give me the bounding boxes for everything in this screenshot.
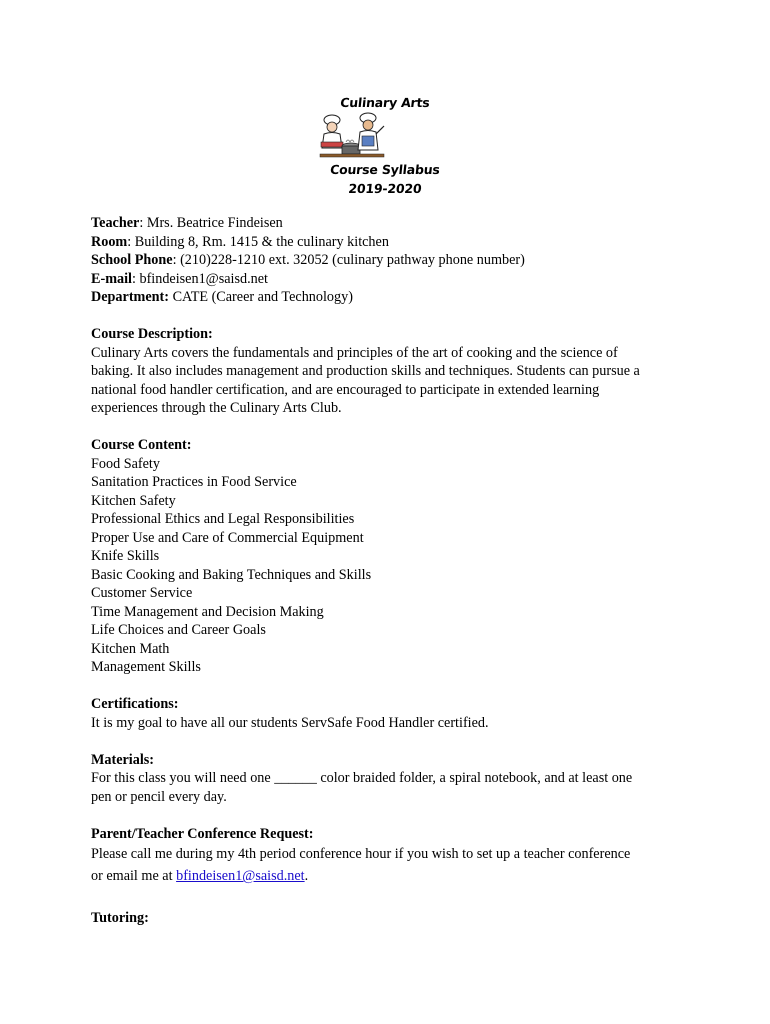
content-heading: Course Content: (91, 437, 192, 453)
room-line (91, 233, 691, 252)
phone-value: : (210)228-1210 ext. 32052 (culinary pathway phone number) (172, 252, 525, 268)
teacher-email-link[interactable]: bfindeisen1@saisd.net (176, 868, 305, 884)
teacher-label: Teacher (91, 215, 140, 231)
department-line (91, 288, 691, 307)
phone-line (91, 251, 691, 270)
content-item: Life Choices and Career Goals (91, 622, 266, 638)
room-label: Room (91, 233, 128, 250)
content-item: Sanitation Practices in Food Service (91, 474, 297, 490)
syllabus-subtitle: Course Syllabus (329, 162, 441, 177)
conference-heading: Parent/Teacher Conference Request: (91, 825, 314, 842)
content-item: Management Skills (91, 659, 201, 675)
syllabus-body (91, 214, 691, 928)
content-item: Kitchen Math (91, 640, 170, 657)
content-item: Knife Skills (91, 548, 160, 564)
school-year: 2019-2020 (347, 181, 423, 196)
content-item: Professional Ethics and Legal Responsibilities (91, 511, 355, 527)
teacher-value: : Mrs. Beatrice Findeisen (139, 215, 283, 231)
email-line (91, 270, 691, 289)
content-item: Proper Use and Care of Commercial Equipment (91, 529, 364, 546)
chefs-cooking-icon (318, 112, 386, 158)
content-item: Basic Cooking and Baking Techniques and Skills (91, 566, 372, 583)
department-label: Department: (91, 289, 170, 305)
page-title: Culinary Arts (339, 95, 431, 110)
description-heading: Course Description: (91, 326, 213, 342)
tutoring-heading: Tutoring: (91, 910, 149, 926)
teacher-line (91, 214, 691, 233)
materials-heading: Materials: (91, 751, 155, 768)
description-line: Culinary Arts covers the fundamentals and principles of the art of cooking and the science of (91, 344, 618, 361)
materials-line: For this class you will need one ______ color braided folder, a spiral notebook, and at least one (91, 770, 633, 786)
materials-line: pen or pencil every day. (91, 788, 227, 805)
email-value: : bfindeisen1@saisd.net (131, 270, 268, 287)
phone-label: School Phone (91, 252, 173, 268)
certifications-text: It is my goal to have all our students ServSafe Food Handler certified. (91, 714, 489, 731)
certifications-heading: Certifications: (91, 696, 179, 712)
room-value: : Building 8, Rm. 1415 & the culinary kitchen (127, 233, 389, 250)
department-value: CATE (Career and Technology) (169, 289, 353, 305)
conference-email-line (91, 865, 691, 887)
content-item: Food Safety (91, 455, 160, 472)
email-label: E-mail (91, 270, 132, 287)
description-line: baking. It also includes management and production skills and techniques. Students can pursue a (91, 363, 640, 379)
conference-suffix: . (304, 868, 309, 884)
conference-line: Please call me during my 4th period conference hour if you wish to set up a teacher conference (91, 846, 631, 862)
description-line: experiences through the Culinary Arts Club. (91, 400, 342, 416)
content-item: Time Management and Decision Making (91, 603, 324, 620)
conference-prefix: or email me at (91, 868, 177, 884)
content-item: Kitchen Safety (91, 492, 176, 509)
content-item: Customer Service (91, 585, 193, 601)
description-line: national food handler certification, and are encouraged to participate in extended learning (91, 381, 600, 398)
